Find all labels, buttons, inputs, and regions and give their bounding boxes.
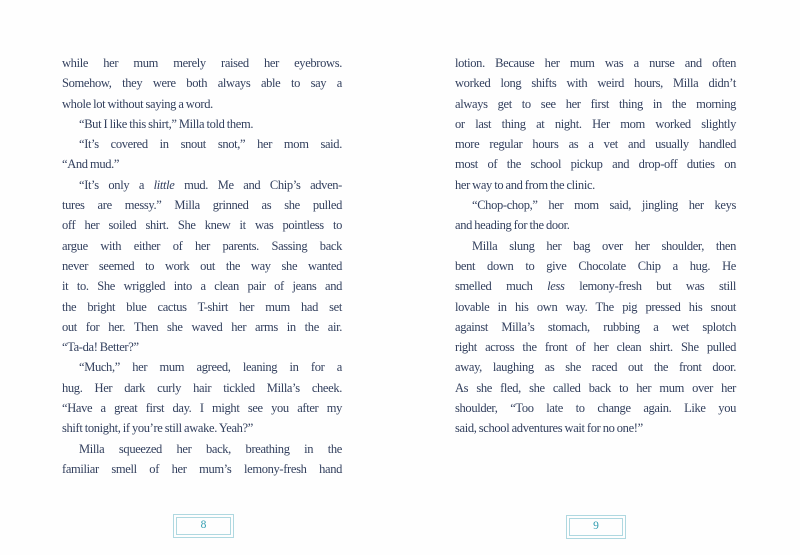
text-line: or last thing at night. Her mom worked slightly (455, 116, 736, 131)
text-line: argue with either of her parents. Sassing back (62, 238, 342, 253)
page-number-frame-right (569, 518, 623, 536)
text-line: the bright blue cactus T-shirt her mum had set (62, 299, 342, 314)
page-number-box-left (173, 514, 234, 538)
text-line: against Milla’s stomach, rubbing a wet splotch (455, 319, 736, 334)
text-line: out for her. Then she waved her arms in the air. (62, 319, 342, 334)
text-line: while her mum merely raised her eyebrows. (62, 56, 342, 70)
text-line: her way to and from the clinic. (455, 177, 595, 192)
text-line: shoulder, “Too late to change again. Like you (455, 401, 736, 416)
text-column-left (62, 53, 342, 479)
text-line: more regular hours as a vet and usually handled (455, 137, 736, 152)
text-line: most of the school pickup and drop-off duties on (455, 157, 736, 172)
text-line: lovable in his own way. The pig pressed his snout (455, 299, 736, 314)
text-line: bent down to give Chocolate Chip a hug. He (455, 258, 736, 273)
text-line: “Ta-da! Better?” (62, 340, 139, 355)
text-line: lotion. Because her mum was a nurse and often (455, 56, 736, 70)
text-line: tures are messy.” Milla grinned as she pulled (62, 198, 342, 213)
text-line: said, school adventures wait for no one!” (455, 421, 643, 436)
text-line: Somehow, they were both always able to say a (62, 76, 342, 91)
text-line: “Much,” her mum agreed, leaning in for a (79, 360, 342, 375)
text-line: it to. She wriggled into a clean pair of jeans and (62, 279, 342, 294)
text-line: away, laughing as she raced out the front door. (455, 360, 736, 375)
page-number-box-right (566, 515, 626, 539)
text-line: never seemed to work out the way she wanted (62, 258, 342, 273)
page-number-right: 9 (593, 520, 599, 533)
text-line: “But I like this shirt,” Milla told them. (79, 116, 254, 131)
text-line: Milla slung her bag over her shoulder, then (472, 238, 736, 253)
text-line: off her soiled shirt. She knew it was pointless to (62, 218, 342, 233)
text-line: “Chop-chop,” her mom said, jingling her keys (472, 198, 736, 213)
text-line: As she fled, she called back to her mum over her (455, 380, 736, 395)
text-line: smelled much less lemony-fresh but was still (455, 279, 736, 294)
text-line: “It’s only a little mud. Me and Chip’s adven- (79, 177, 342, 192)
text-line: worked long shifts with weird hours, Milla didn’t (455, 76, 736, 91)
page-number-left: 8 (200, 519, 207, 532)
text-line: always get to see her first thing in the morning (455, 96, 736, 111)
page-number-frame-left (176, 517, 231, 535)
text-line: and heading for the door. (455, 218, 570, 233)
text-line: right across the front of her clean shirt. She pulled (455, 340, 736, 355)
text-line: “And mud.” (62, 157, 120, 172)
text-line: whole lot without saying a word. (62, 96, 213, 111)
text-line: Milla squeezed her back, breathing in the (79, 441, 342, 456)
text-line: “Have a great first day. I might see you after my (62, 401, 342, 416)
text-line: hug. Her dark curly hair tickled Milla’s cheek. (62, 380, 342, 395)
text-line: “It’s covered in snout snot,” her mom said. (79, 137, 342, 152)
text-line: shift tonight, if you’re still awake. Yeah?” (62, 421, 253, 436)
text-column-right (455, 53, 736, 439)
text-line: familiar smell of her mum’s lemony-fresh hand (62, 461, 342, 476)
